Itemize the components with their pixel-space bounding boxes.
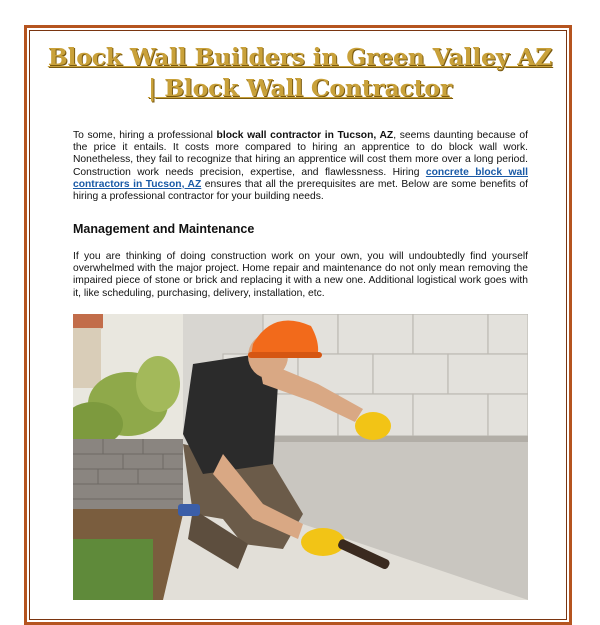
intro-bold-phrase: block wall contractor in Tucson, AZ xyxy=(216,130,394,141)
intro-text-1: To some, hiring a professional xyxy=(73,130,217,141)
intro-text-3: ensures that all the prerequisites are met. Below are some benefits of hiring a professional contractor for your building needs. xyxy=(73,178,529,203)
page-title xyxy=(40,42,560,104)
title-line-1: Block Wall Builders in Green Valley AZ xyxy=(47,43,553,71)
intro-paragraph xyxy=(73,130,528,203)
section-heading: Management and Maintenance xyxy=(73,222,255,236)
section-paragraph: If you are thinking of doing construction work on your own, you will undoubtedly find yourself overwhelmed with the major project. Home repair and maintenance do not only mean removing the impaired piece of stone or brick and replacing it with a new one. Additional logistical work goes with it, like scheduling, purchasing, delivery, installation, etc. xyxy=(73,251,528,299)
intro-text-2: , seems daunting because of the price it entails. It costs more compared to hiring an apprentice to do block wall work. Nonetheless, they fail to recognize that hiring an apprentice will cost them more over a long period. Construction work needs precision, expertise, and flawlessness. Hiring xyxy=(73,130,528,178)
concrete-contractors-link[interactable]: concrete block wall contractors in Tucson, AZ xyxy=(73,166,528,190)
worker-photo xyxy=(73,314,528,600)
title-line-2: | Block Wall Contractor xyxy=(147,74,453,102)
